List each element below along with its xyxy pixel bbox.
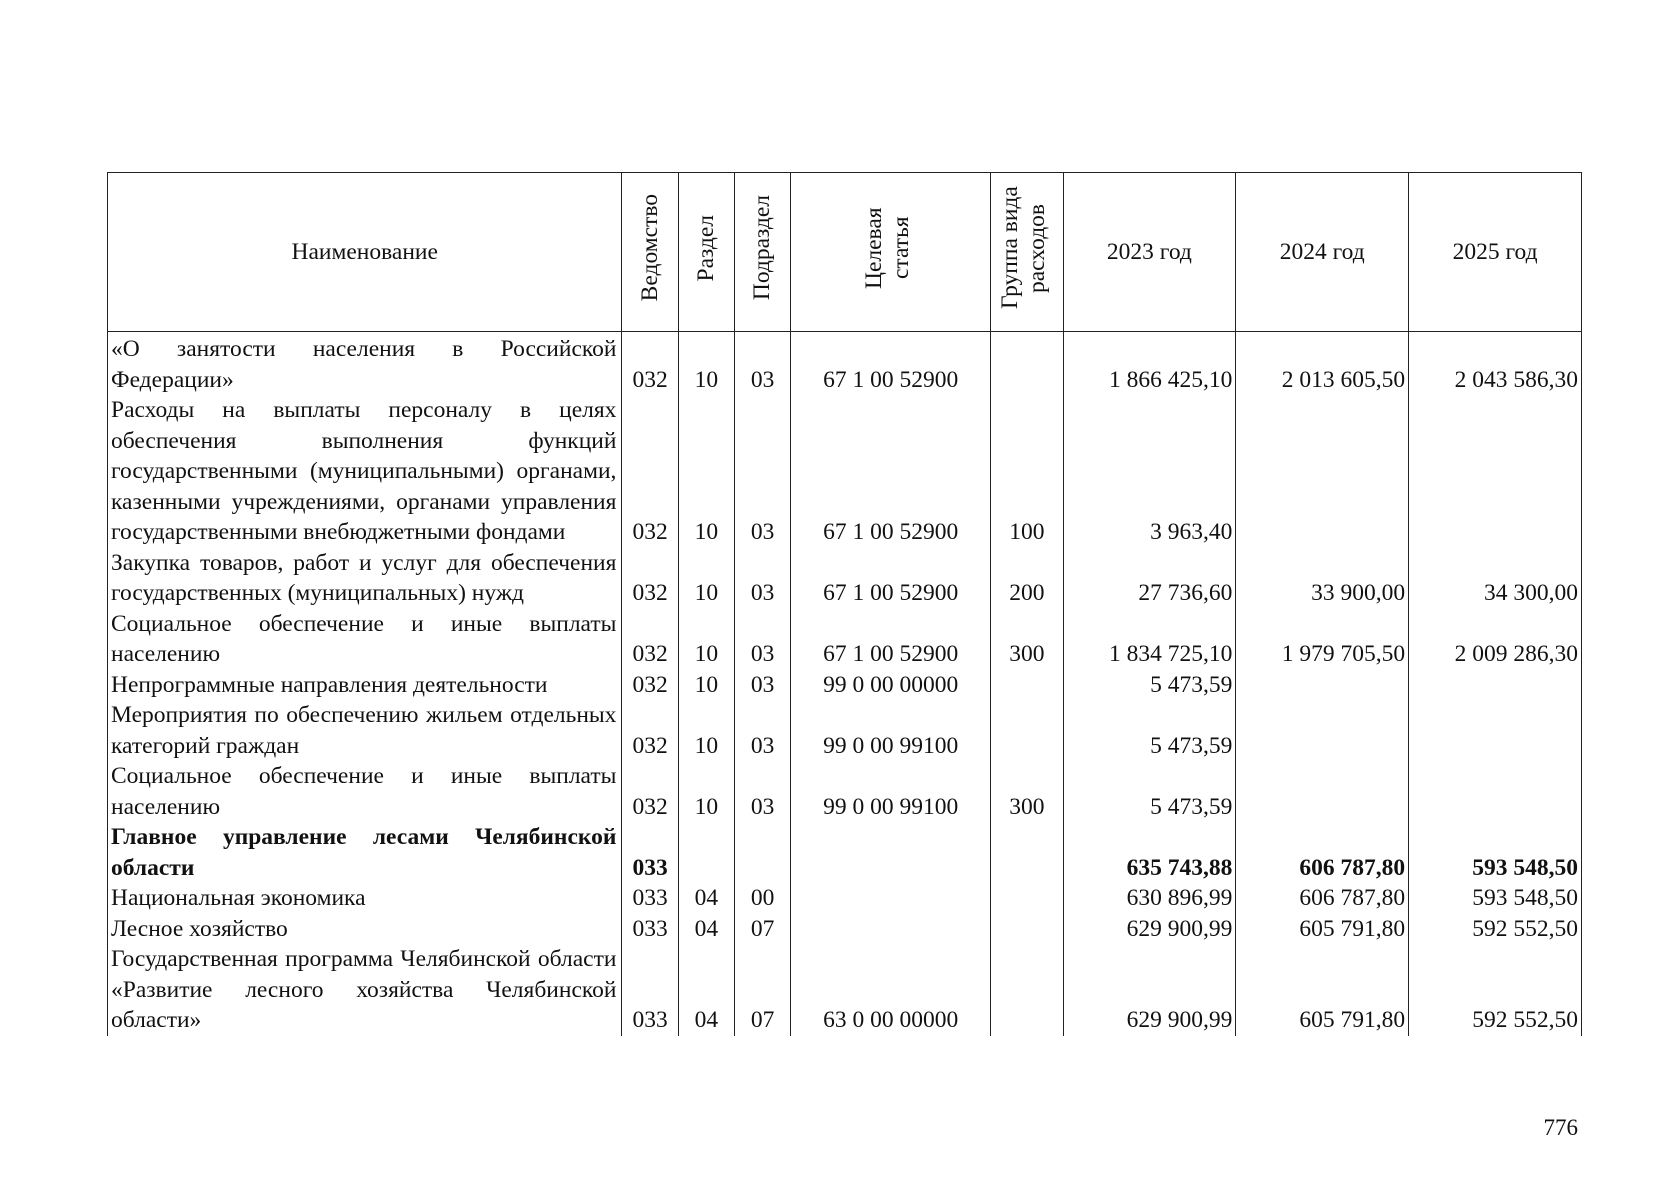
cell-section: 04 [678,944,734,1036]
cell-subsection: 03 [734,670,790,701]
cell-name: Лесное хозяйство [108,914,622,945]
table-header-row [108,173,1582,332]
cell-expense-group [991,822,1063,883]
cell-target-article [791,883,991,914]
header-2024: 2024 год [1236,173,1409,332]
cell-section: 10 [678,609,734,670]
cell-2025: 34 300,00 [1409,548,1582,609]
cell-expense-group: 100 [991,395,1063,548]
cell-target-article: 99 0 00 99100 [791,700,991,761]
cell-expense-group [991,670,1063,701]
header-name: Наименование [108,173,622,332]
cell-department: 032 [622,395,678,548]
cell-target-article [791,822,991,883]
cell-2024: 33 900,00 [1236,548,1409,609]
table-row [108,670,1582,701]
cell-2023: 3 963,40 [1063,395,1236,548]
cell-2024: 1 979 705,50 [1236,609,1409,670]
cell-subsection: 03 [734,609,790,670]
cell-section: 10 [678,548,734,609]
cell-subsection: 00 [734,883,790,914]
table-row [108,700,1582,761]
header-expense-group: Группа вида расходов [991,173,1063,332]
cell-expense-group [991,914,1063,945]
cell-expense-group [991,700,1063,761]
cell-name: Расходы на выплаты персоналу в целях обеспечения выполнения функций государственными (муниципальными) органами, казенными учреждениями, органами управления государственными внебюджетными фондами [108,395,622,548]
table-row [108,548,1582,609]
cell-2025: 592 552,50 [1409,944,1582,1036]
cell-name: Главное управление лесами Челябинской области [108,822,622,883]
cell-target-article: 99 0 00 99100 [791,761,991,822]
cell-2023: 5 473,59 [1063,761,1236,822]
cell-section: 04 [678,914,734,945]
cell-2025 [1409,761,1582,822]
cell-target-article: 67 1 00 52900 [791,548,991,609]
table-row [108,883,1582,914]
cell-target-article: 99 0 00 00000 [791,670,991,701]
cell-2023: 5 473,59 [1063,670,1236,701]
cell-section: 10 [678,395,734,548]
cell-name: Мероприятия по обеспечению жильем отдельных категорий граждан [108,700,622,761]
cell-target-article: 67 1 00 52900 [791,395,991,548]
cell-2023: 630 896,99 [1063,883,1236,914]
cell-department: 032 [622,761,678,822]
cell-2025: 2 043 586,30 [1409,332,1582,396]
cell-section: 10 [678,761,734,822]
cell-expense-group [991,944,1063,1036]
cell-2025 [1409,670,1582,701]
cell-subsection: 07 [734,914,790,945]
cell-target-article [791,914,991,945]
cell-name: Социальное обеспечение и иные выплаты населению [108,761,622,822]
cell-name: «О занятости населения в Российской Федерации» [108,332,622,396]
cell-department: 033 [622,914,678,945]
cell-subsection: 03 [734,395,790,548]
cell-2023: 27 736,60 [1063,548,1236,609]
cell-expense-group: 300 [991,609,1063,670]
table-row [108,395,1582,548]
cell-department: 033 [622,883,678,914]
cell-2024: 606 787,80 [1236,822,1409,883]
cell-department: 033 [622,944,678,1036]
cell-expense-group: 300 [991,761,1063,822]
cell-department: 032 [622,609,678,670]
cell-department: 032 [622,332,678,396]
cell-target-article: 67 1 00 52900 [791,609,991,670]
cell-subsection: 03 [734,548,790,609]
cell-2023: 629 900,99 [1063,914,1236,945]
cell-name: Закупка товаров, работ и услуг для обеспечения государственных (муниципальных) нужд [108,548,622,609]
table-row [108,609,1582,670]
cell-subsection: 07 [734,944,790,1036]
cell-name: Социальное обеспечение и иные выплаты населению [108,609,622,670]
header-section: Раздел [678,173,734,332]
cell-2023: 635 743,88 [1063,822,1236,883]
cell-expense-group [991,332,1063,396]
cell-subsection [734,822,790,883]
cell-subsection: 03 [734,700,790,761]
table-row [108,332,1582,396]
cell-name: Государственная программа Челябинской области «Развитие лесного хозяйства Челябинской области» [108,944,622,1036]
cell-department: 032 [622,548,678,609]
cell-2024 [1236,700,1409,761]
page-number: 776 [1543,1115,1578,1140]
table-row [108,944,1582,1036]
cell-2025 [1409,700,1582,761]
cell-2023: 1 834 725,10 [1063,609,1236,670]
cell-subsection: 03 [734,761,790,822]
cell-2025 [1409,395,1582,548]
cell-section: 04 [678,883,734,914]
cell-target-article: 63 0 00 00000 [791,944,991,1036]
cell-name: Непрограммные направления деятельности [108,670,622,701]
cell-2025: 2 009 286,30 [1409,609,1582,670]
header-department: Ведомство [622,173,678,332]
cell-section: 10 [678,670,734,701]
cell-section [678,822,734,883]
cell-2025: 593 548,50 [1409,822,1582,883]
cell-2024 [1236,395,1409,548]
cell-expense-group: 200 [991,548,1063,609]
cell-department: 033 [622,822,678,883]
cell-2023: 5 473,59 [1063,700,1236,761]
cell-2025: 592 552,50 [1409,914,1582,945]
cell-2024: 605 791,80 [1236,944,1409,1036]
cell-2024: 2 013 605,50 [1236,332,1409,396]
cell-target-article: 67 1 00 52900 [791,332,991,396]
budget-table [107,172,1582,1036]
cell-2024: 605 791,80 [1236,914,1409,945]
cell-2023: 1 866 425,10 [1063,332,1236,396]
table-row [108,761,1582,822]
header-2025: 2025 год [1409,173,1582,332]
cell-department: 032 [622,700,678,761]
cell-department: 032 [622,670,678,701]
cell-name: Национальная экономика [108,883,622,914]
cell-2023: 629 900,99 [1063,944,1236,1036]
table-row [108,822,1582,883]
header-subsection: Подраздел [734,173,790,332]
cell-section: 10 [678,332,734,396]
cell-2024 [1236,761,1409,822]
header-2023: 2023 год [1063,173,1236,332]
cell-subsection: 03 [734,332,790,396]
cell-expense-group [991,883,1063,914]
cell-2024: 606 787,80 [1236,883,1409,914]
cell-2024 [1236,670,1409,701]
cell-section: 10 [678,700,734,761]
table-row [108,914,1582,945]
cell-2025: 593 548,50 [1409,883,1582,914]
header-target-article: Целевая статья [791,173,991,332]
